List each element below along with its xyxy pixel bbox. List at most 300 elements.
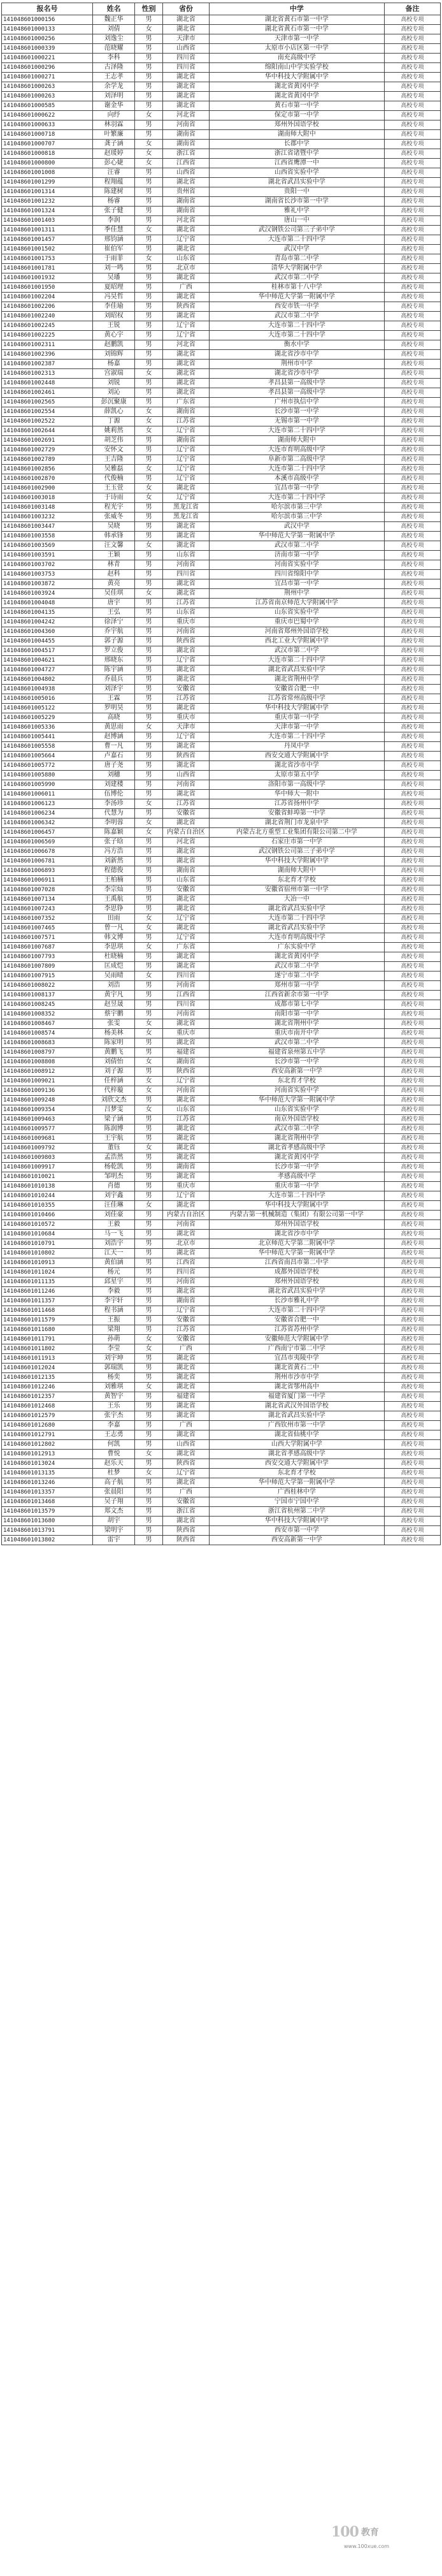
- name-cell: 刘欣文杰: [93, 1096, 135, 1105]
- gender-cell: 女: [135, 159, 163, 168]
- gender-cell: 男: [135, 1115, 163, 1124]
- gender-cell: 男: [135, 732, 163, 742]
- note-cell: 高校专项: [384, 446, 440, 455]
- table-row: [2, 771, 441, 780]
- province-cell: 辽宁省: [163, 1469, 210, 1478]
- note-cell: 高校专项: [384, 895, 440, 905]
- school-cell: 湖北省鄂州高中: [209, 1383, 384, 1392]
- school-cell: 桂林市第十八中学: [209, 283, 384, 293]
- table-row: [2, 1220, 441, 1230]
- province-cell: 黑龙江省: [163, 503, 210, 513]
- registration-number-cell: 141048601000156: [2, 15, 93, 25]
- school-cell: 山东省实验中学: [209, 608, 384, 618]
- registration-number-cell: 141048601005122: [2, 704, 93, 713]
- registration-number-cell: 141048601002240: [2, 312, 93, 321]
- school-cell: 江苏省扬州中学: [209, 799, 384, 809]
- gender-cell: 男: [135, 579, 163, 589]
- name-cell: 乔晨兵: [93, 675, 135, 685]
- registration-number-cell: 141048601006011: [2, 790, 93, 799]
- registration-number-cell: 141048601006781: [2, 857, 93, 866]
- table-row: [2, 44, 441, 54]
- province-cell: 湖北省: [163, 895, 210, 905]
- table-row: [2, 1411, 441, 1421]
- registration-number-cell: 141048601011135: [2, 1277, 93, 1287]
- note-cell: 高校专项: [384, 1249, 440, 1258]
- school-cell: 湖北省武昌实验中学: [209, 666, 384, 675]
- table-row: [2, 207, 441, 216]
- note-cell: 高校专项: [384, 924, 440, 933]
- gender-cell: 男: [135, 283, 163, 293]
- gender-cell: 男: [135, 1478, 163, 1488]
- registration-number-cell: 141048601009136: [2, 1086, 93, 1096]
- gender-cell: 男: [135, 847, 163, 857]
- gender-cell: 男: [135, 1373, 163, 1383]
- note-cell: 高校专项: [384, 321, 440, 331]
- table-row: [2, 952, 441, 962]
- gender-cell: 女: [135, 971, 163, 981]
- table-row: [2, 1497, 441, 1507]
- province-cell: 湖北省: [163, 350, 210, 360]
- registration-number-cell: 141048601000221: [2, 54, 93, 63]
- name-cell: 梁翔: [93, 1325, 135, 1335]
- note-cell: 高校专项: [384, 560, 440, 570]
- gender-cell: 男: [135, 1507, 163, 1517]
- name-cell: 王玉萱: [93, 484, 135, 493]
- table-row: [2, 465, 441, 474]
- gender-cell: 女: [135, 1077, 163, 1086]
- province-cell: 安徽省: [163, 885, 210, 895]
- province-cell: 陕西省: [163, 1459, 210, 1469]
- name-cell: 卢嘉石: [93, 752, 135, 761]
- table-row: [2, 675, 441, 685]
- name-cell: 王禹航: [93, 895, 135, 905]
- province-cell: 湖北省: [163, 924, 210, 933]
- school-cell: 长沙市第一中学: [209, 1058, 384, 1067]
- registration-number-cell: 141048601013135: [2, 1469, 93, 1478]
- gender-cell: 男: [135, 168, 163, 178]
- note-cell: 高校专项: [384, 541, 440, 551]
- registration-number-cell: 141048601002225: [2, 331, 93, 340]
- registration-number-cell: 141048601008574: [2, 1029, 93, 1038]
- table-row: [2, 484, 441, 493]
- note-cell: 高校专项: [384, 455, 440, 465]
- note-cell: 高校专项: [384, 1478, 440, 1488]
- gender-cell: 女: [135, 1105, 163, 1115]
- name-cell: 吴晓: [93, 522, 135, 532]
- name-cell: 匡成恺: [93, 962, 135, 971]
- note-cell: 高校专项: [384, 608, 440, 618]
- province-cell: 辽宁省: [163, 1077, 210, 1086]
- name-cell: 张威冬: [93, 513, 135, 522]
- note-cell: 高校专项: [384, 130, 440, 140]
- school-cell: 衡水中学: [209, 340, 384, 350]
- province-cell: 河南省: [163, 1086, 210, 1096]
- name-cell: 黄智宇: [93, 1392, 135, 1402]
- name-cell: 安怀文: [93, 446, 135, 455]
- registration-number-cell: 141048601013357: [2, 1488, 93, 1497]
- note-cell: 高校专项: [384, 1430, 440, 1440]
- note-cell: 高校专项: [384, 1038, 440, 1048]
- table-row: [2, 216, 441, 226]
- registration-number-cell: 141048601001008: [2, 168, 93, 178]
- province-cell: 湖北省: [163, 790, 210, 799]
- school-cell: 大连市育明高级中学: [209, 933, 384, 943]
- registration-number-cell: 141048601000633: [2, 120, 93, 130]
- note-cell: 高校专项: [384, 1144, 440, 1153]
- table-row: [2, 1373, 441, 1383]
- province-cell: 重庆市: [163, 1029, 210, 1038]
- table-row: [2, 1048, 441, 1058]
- name-cell: 王志勇: [93, 1430, 135, 1440]
- registration-number-cell: 141048601004938: [2, 685, 93, 694]
- school-cell: 大连市第二十四中学: [209, 656, 384, 666]
- note-cell: 高校专项: [384, 159, 440, 168]
- gender-cell: 男: [135, 637, 163, 646]
- province-cell: 湖北省: [163, 589, 210, 599]
- gender-cell: 女: [135, 25, 163, 34]
- registration-number-cell: 141048601007809: [2, 962, 93, 971]
- watermark-logo: 100: [331, 2524, 359, 2540]
- table-row: [2, 560, 441, 570]
- table-row: [2, 340, 441, 350]
- name-cell: 吕梦雯: [93, 1105, 135, 1115]
- province-cell: 湖北省: [163, 1364, 210, 1373]
- note-cell: 高校专项: [384, 369, 440, 379]
- name-cell: 王锐: [93, 321, 135, 331]
- name-cell: 张子晗: [93, 838, 135, 847]
- table-row: [2, 1316, 441, 1325]
- table-row: [2, 360, 441, 369]
- note-cell: 高校专项: [384, 828, 440, 838]
- school-cell: 湖北省荆州中学: [209, 675, 384, 685]
- registration-number-cell: 141048601005772: [2, 761, 93, 771]
- gender-cell: 女: [135, 1344, 163, 1354]
- name-cell: 姚莉然: [93, 426, 135, 436]
- registration-number-cell: 141048601000263: [2, 92, 93, 101]
- table-row: [2, 350, 441, 360]
- table-row: [2, 847, 441, 857]
- table-row: [2, 235, 441, 245]
- province-cell: 广东省: [163, 398, 210, 407]
- note-cell: 高校专项: [384, 15, 440, 25]
- registration-number-cell: 141048601004802: [2, 675, 93, 685]
- school-cell: 宜昌市夷陵中学: [209, 1354, 384, 1364]
- province-cell: 湖北省: [163, 857, 210, 866]
- gender-cell: 女: [135, 1201, 163, 1211]
- name-cell: 杨乾凯: [93, 1163, 135, 1172]
- table-row: [2, 646, 441, 656]
- province-cell: 河南省: [163, 981, 210, 991]
- gender-cell: 男: [135, 350, 163, 360]
- school-cell: 大连市第二十四中学: [209, 732, 384, 742]
- registration-number-cell: 141048601000622: [2, 111, 93, 120]
- registration-number-cell: 141048601004455: [2, 637, 93, 646]
- school-cell: 湖北省荆州中学: [209, 1019, 384, 1029]
- gender-cell: 男: [135, 63, 163, 73]
- school-cell: 西安市第一中学: [209, 1526, 384, 1536]
- gender-cell: 女: [135, 1029, 163, 1038]
- note-cell: 高校专项: [384, 283, 440, 293]
- gender-cell: 女: [135, 1019, 163, 1029]
- table-row: [2, 1517, 441, 1526]
- school-cell: 荆州中学: [209, 589, 384, 599]
- name-cell: 季佳慧: [93, 226, 135, 235]
- note-cell: 高校专项: [384, 551, 440, 560]
- note-cell: 高校专项: [384, 933, 440, 943]
- note-cell: 高校专项: [384, 1392, 440, 1402]
- name-cell: 黄亮: [93, 579, 135, 589]
- registration-number-cell: 141048601000707: [2, 140, 93, 149]
- province-cell: 浙江省: [163, 149, 210, 159]
- gender-cell: 女: [135, 723, 163, 732]
- name-cell: 赵科: [93, 570, 135, 579]
- registration-number-cell: 141048601001932: [2, 273, 93, 283]
- table-row: [2, 828, 441, 838]
- name-cell: 黄鹏飞: [93, 1048, 135, 1058]
- gender-cell: 男: [135, 627, 163, 637]
- name-cell: 赵瑗婷: [93, 149, 135, 159]
- province-cell: 湖北省: [163, 1373, 210, 1383]
- province-cell: 湖北省: [163, 1287, 210, 1297]
- table-row: [2, 54, 441, 63]
- registration-number-cell: 141048601007793: [2, 952, 93, 962]
- table-row: [2, 398, 441, 407]
- table-row: [2, 1383, 441, 1392]
- school-cell: 湖北省荆门市龙泉中学: [209, 819, 384, 828]
- gender-cell: 女: [135, 407, 163, 417]
- note-cell: 高校专项: [384, 1048, 440, 1058]
- province-cell: 内蒙古自治区: [163, 1211, 210, 1220]
- table-row: [2, 589, 441, 599]
- note-cell: 高校专项: [384, 1277, 440, 1287]
- registration-number-cell: 141048601005229: [2, 713, 93, 723]
- note-cell: 高校专项: [384, 92, 440, 101]
- note-cell: 高校专项: [384, 340, 440, 350]
- gender-cell: 男: [135, 1172, 163, 1182]
- name-cell: 唐宇: [93, 599, 135, 608]
- table-row: [2, 1058, 441, 1067]
- school-cell: 广西桂林中学: [209, 1488, 384, 1497]
- note-cell: 高校专项: [384, 627, 440, 637]
- province-cell: 四川省: [163, 63, 210, 73]
- table-row: [2, 1268, 441, 1277]
- province-cell: 重庆市: [163, 1182, 210, 1191]
- table-row: [2, 551, 441, 560]
- school-cell: 四川省绵阳中学: [209, 570, 384, 579]
- registration-number-cell: 141048601011579: [2, 1316, 93, 1325]
- registration-number-cell: 141048601003872: [2, 579, 93, 589]
- table-row: [2, 1124, 441, 1134]
- province-cell: 湖北省: [163, 1230, 210, 1239]
- gender-cell: 男: [135, 933, 163, 943]
- gender-cell: 男: [135, 675, 163, 685]
- table-row: [2, 178, 441, 187]
- name-cell: 程翔蕴: [93, 178, 135, 187]
- province-cell: 重庆市: [163, 713, 210, 723]
- province-cell: 安徽省: [163, 685, 210, 694]
- school-cell: 江苏省苏州中学: [209, 1325, 384, 1335]
- school-cell: 荆州市沙市中学: [209, 1373, 384, 1383]
- table-row: [2, 1297, 441, 1306]
- table-row: [2, 388, 441, 398]
- gender-cell: 男: [135, 1526, 163, 1536]
- school-cell: 贵阳一中: [209, 187, 384, 197]
- name-cell: 王振: [93, 1316, 135, 1325]
- note-cell: 高校专项: [384, 809, 440, 819]
- province-cell: 山东省: [163, 876, 210, 885]
- name-cell: 江天一: [93, 1249, 135, 1258]
- gender-cell: 男: [135, 321, 163, 331]
- gender-cell: 男: [135, 54, 163, 63]
- school-cell: 郑州外国语学校: [209, 1277, 384, 1287]
- table-row: [2, 1029, 441, 1038]
- school-cell: 南阳市第一中学: [209, 1010, 384, 1019]
- province-cell: 湖北省: [163, 1430, 210, 1440]
- name-cell: 王吉隆: [93, 455, 135, 465]
- school-cell: 哈尔滨市第三中学: [209, 513, 384, 522]
- name-cell: 刘子源: [93, 1067, 135, 1077]
- province-cell: 湖北省: [163, 245, 210, 254]
- note-cell: 高校专项: [384, 226, 440, 235]
- note-cell: 高校专项: [384, 1440, 440, 1450]
- table-row: [2, 1364, 441, 1373]
- registration-number-cell: 141048601004517: [2, 646, 93, 656]
- header-name: 姓名: [93, 3, 135, 15]
- table-row: [2, 1478, 441, 1488]
- school-cell: 孝感高级中学: [209, 1172, 384, 1182]
- registration-number-cell: 141048601001299: [2, 178, 93, 187]
- province-cell: 广东省: [163, 943, 210, 952]
- table-row: [2, 273, 441, 283]
- province-cell: 河南省: [163, 1277, 210, 1287]
- registration-number-cell: 141048601002870: [2, 474, 93, 484]
- gender-cell: 男: [135, 436, 163, 446]
- gender-cell: 男: [135, 1517, 163, 1526]
- gender-cell: 男: [135, 646, 163, 656]
- table-row: [2, 101, 441, 111]
- province-cell: 湖北省: [163, 742, 210, 752]
- note-cell: 高校专项: [384, 197, 440, 207]
- name-cell: 于雨菲: [93, 254, 135, 264]
- note-cell: 高校专项: [384, 646, 440, 656]
- note-cell: 高校专项: [384, 1239, 440, 1249]
- registration-number-cell: 141048601003924: [2, 589, 93, 599]
- province-cell: 河北省: [163, 340, 210, 350]
- gender-cell: 男: [135, 981, 163, 991]
- table-row: [2, 1153, 441, 1163]
- province-cell: 湖北省: [163, 369, 210, 379]
- registration-number-cell: 141048601000133: [2, 25, 93, 34]
- table-row: [2, 92, 441, 101]
- registration-number-cell: 141048601005880: [2, 771, 93, 780]
- name-cell: 何凯: [93, 1440, 135, 1450]
- school-cell: 湖北省黄石市第一中学: [209, 15, 384, 25]
- gender-cell: 男: [135, 1163, 163, 1172]
- school-cell: 天津市第一中学: [209, 34, 384, 44]
- note-cell: 高校专项: [384, 44, 440, 54]
- table-row: [2, 905, 441, 914]
- gender-cell: 男: [135, 1000, 163, 1010]
- province-cell: 湖北省: [163, 92, 210, 101]
- table-row: [2, 819, 441, 828]
- note-cell: 高校专项: [384, 675, 440, 685]
- note-cell: 高校专项: [384, 570, 440, 579]
- school-cell: 广西南宁市第二中学: [209, 1344, 384, 1354]
- name-cell: 刘浩: [93, 981, 135, 991]
- name-cell: 冯昊哲: [93, 293, 135, 302]
- school-cell: 武汉钢铁公司第三子弟中学: [209, 847, 384, 857]
- school-cell: 湖南省长沙市第一中学: [209, 197, 384, 207]
- province-cell: 湖北省: [163, 1411, 210, 1421]
- note-cell: 高校专项: [384, 1010, 440, 1019]
- registration-number-cell: 141048601000263: [2, 82, 93, 92]
- school-cell: 西安市铁一中学: [209, 302, 384, 312]
- province-cell: 湖北省: [163, 178, 210, 187]
- registration-number-cell: 141048601010791: [2, 1239, 93, 1249]
- gender-cell: 男: [135, 857, 163, 866]
- registration-number-cell: 141048601010466: [2, 1211, 93, 1220]
- note-cell: 高校专项: [384, 723, 440, 732]
- table-row: [2, 666, 441, 675]
- school-cell: 华中师范大学第一附属中学: [209, 1478, 384, 1488]
- note-cell: 高校专项: [384, 493, 440, 503]
- registration-number-cell: 141048601005558: [2, 742, 93, 752]
- note-cell: 高校专项: [384, 885, 440, 895]
- registration-number-cell: 141048601001232: [2, 197, 93, 207]
- registration-number-cell: 141048601009577: [2, 1124, 93, 1134]
- table-row: [2, 599, 441, 608]
- table-row: [2, 1038, 441, 1048]
- table-row: [2, 283, 441, 293]
- note-cell: 高校专项: [384, 25, 440, 34]
- name-cell: 孟浩然: [93, 1153, 135, 1163]
- gender-cell: 女: [135, 254, 163, 264]
- registration-number-cell: 141048601013246: [2, 1478, 93, 1488]
- note-cell: 高校专项: [384, 914, 440, 924]
- province-cell: 北京市: [163, 1239, 210, 1249]
- name-cell: 刘倩怡: [93, 1058, 135, 1067]
- school-cell: 湖北省黄石市第一中学: [209, 25, 384, 34]
- registration-number-cell: 141048601002522: [2, 417, 93, 426]
- province-cell: 江西省: [163, 159, 210, 168]
- gender-cell: 男: [135, 1402, 163, 1411]
- registration-number-cell: 141048601009354: [2, 1105, 93, 1115]
- school-cell: 湖北省武昌实验中学: [209, 1411, 384, 1421]
- note-cell: 高校专项: [384, 771, 440, 780]
- gender-cell: 女: [135, 465, 163, 474]
- school-cell: 哈尔滨市第三中学: [209, 503, 384, 513]
- note-cell: 高校专项: [384, 254, 440, 264]
- province-cell: 辽宁省: [163, 426, 210, 436]
- name-cell: 田雨: [93, 914, 135, 924]
- province-cell: 内蒙古自治区: [163, 828, 210, 838]
- registration-number-cell: 141048601007134: [2, 895, 93, 905]
- registration-number-cell: 141048601005664: [2, 752, 93, 761]
- registration-number-cell: 141048601007243: [2, 905, 93, 914]
- province-cell: 河北省: [163, 216, 210, 226]
- school-cell: 南京外国语学校: [209, 1115, 384, 1124]
- note-cell: 高校专项: [384, 1373, 440, 1383]
- note-cell: 高校专项: [384, 991, 440, 1000]
- province-cell: 辽宁省: [163, 1191, 210, 1201]
- name-cell: 刘新然: [93, 857, 135, 866]
- province-cell: 安徽省: [163, 809, 210, 819]
- name-cell: 王志孝: [93, 73, 135, 82]
- name-cell: 杜晓楠: [93, 952, 135, 962]
- gender-cell: 男: [135, 752, 163, 761]
- name-cell: 王柏楠: [93, 876, 135, 885]
- school-cell: 湖南师大附中: [209, 130, 384, 140]
